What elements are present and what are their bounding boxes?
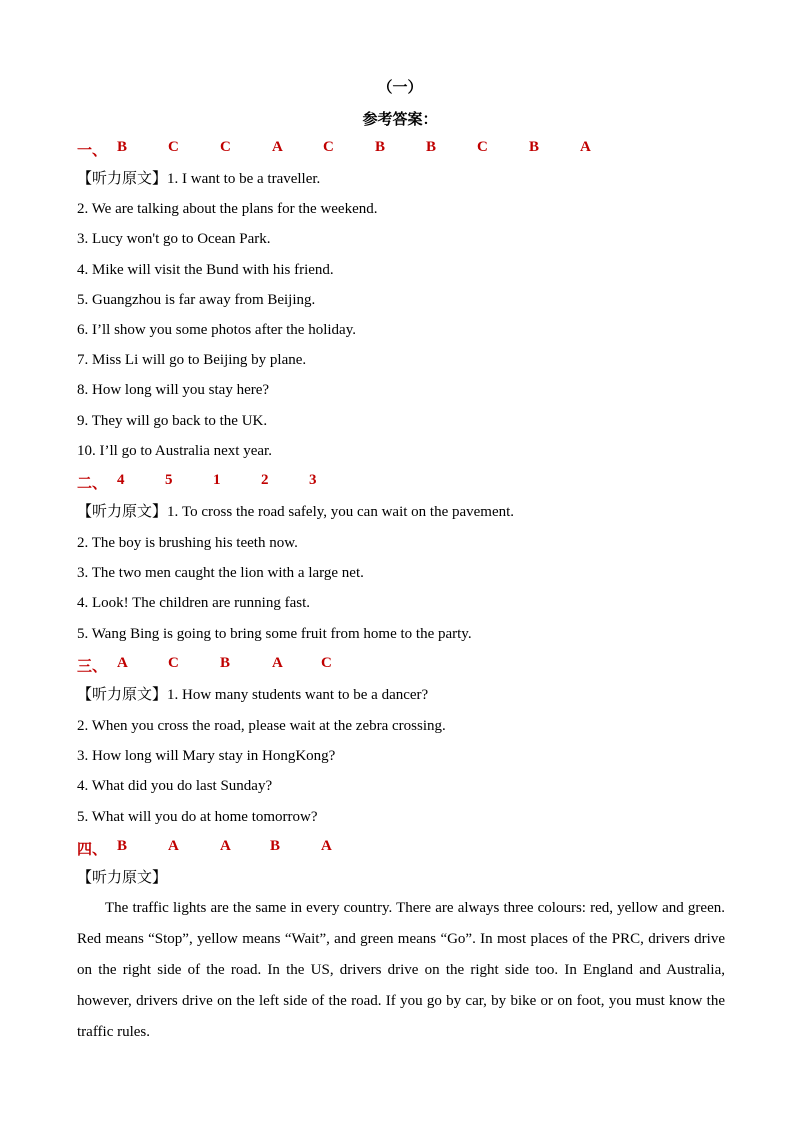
- transcript-line: 10. I’ll go to Australia next year.: [77, 443, 272, 459]
- section-2-answers: [77, 472, 317, 493]
- answer-item: B: [375, 139, 386, 155]
- answer-item: 3: [309, 472, 317, 488]
- answer-item: B: [220, 655, 231, 671]
- transcript-line: 4. Mike will visit the Bund with his friend.: [77, 262, 334, 278]
- transcript-line: 【听力原文】1. To cross the road safely, you can wait on the pavement.: [77, 504, 515, 520]
- transcript-label: 【听力原文】: [77, 171, 168, 187]
- transcript-line: 3. Lucy won't go to Ocean Park.: [77, 231, 271, 247]
- transcript-line: 6. I’ll show you some photos after the holiday.: [77, 322, 356, 338]
- section-number: 一、: [77, 143, 108, 159]
- answer-item: C: [168, 139, 179, 155]
- answer-item: C: [321, 655, 332, 671]
- answer-item: A: [117, 655, 128, 671]
- section-number: 二、: [77, 476, 108, 492]
- answer-item: C: [477, 139, 488, 155]
- transcript-line: 3. The two men caught the lion with a large net.: [77, 565, 364, 581]
- transcript-line: 3. How long will Mary stay in HongKong?: [77, 748, 336, 764]
- transcript-line: 5. What will you do at home tomorrow?: [77, 809, 318, 825]
- transcript-line: 2. The boy is brushing his teeth now.: [77, 535, 298, 551]
- transcript-line: 4. What did you do last Sunday?: [77, 778, 273, 794]
- transcript-line: 8. How long will you stay here?: [77, 382, 270, 398]
- transcript-line: 【听力原文】1. How many students want to be a dancer?: [77, 687, 429, 703]
- answer-item: A: [321, 838, 332, 854]
- answer-item: 4: [117, 472, 125, 488]
- section-number: 四、: [77, 842, 108, 858]
- transcript-line: 7. Miss Li will go to Beijing by plane.: [77, 352, 307, 368]
- transcript-label: 【听力原文】: [77, 870, 168, 886]
- transcript-paragraph: The traffic lights are the same in every country. There are always three colours: red, yellow and green. Red means “Stop”, yellow means “Wait”, and green means “Go”. In most places of the PRC, drivers drive on the right side of the road. In the US, drivers drive on the right side too. In England and Australia, however, drivers drive on the left side of the road. If you go by car, by bike or on foot, you must know the traffic rules.: [77, 900, 725, 1040]
- answer-item: C: [168, 655, 179, 671]
- answer-item: 2: [261, 472, 269, 488]
- answer-item: A: [580, 139, 591, 155]
- section-1-answers: [77, 139, 591, 160]
- transcript-line: 9. They will go back to the UK.: [77, 413, 268, 429]
- section-3-answers: [77, 655, 332, 676]
- section-number: 三、: [77, 659, 108, 675]
- answer-item: A: [168, 838, 179, 854]
- section-4-answers: [77, 838, 332, 859]
- answer-item: B: [117, 838, 128, 854]
- answer-item: C: [323, 139, 334, 155]
- answer-item: 5: [165, 472, 173, 488]
- transcript-line: 2. When you cross the road, please wait at the zebra crossing.: [77, 718, 446, 734]
- transcript-line: 2. We are talking about the plans for the weekend.: [77, 201, 378, 217]
- answer-item: A: [220, 838, 231, 854]
- answer-item: A: [272, 655, 283, 671]
- answer-item: C: [220, 139, 231, 155]
- part-heading: （一）: [377, 80, 423, 96]
- transcript-line: 5. Guangzhou is far away from Beijing.: [77, 292, 316, 308]
- answer-item: B: [270, 838, 281, 854]
- answer-item: 1: [213, 472, 221, 488]
- transcript-line: 【听力原文】1. I want to be a traveller.: [77, 171, 321, 187]
- transcript-label: 【听力原文】: [77, 687, 168, 703]
- transcript-line: 4. Look! The children are running fast.: [77, 595, 310, 611]
- answer-item: A: [272, 139, 283, 155]
- answer-item: B: [117, 139, 128, 155]
- answer-key-title: 参考答案：: [362, 112, 438, 128]
- transcript-label: 【听力原文】: [77, 504, 168, 520]
- answer-item: B: [529, 139, 540, 155]
- answer-item: B: [426, 139, 437, 155]
- transcript-line: 5. Wang Bing is going to bring some fruit from home to the party.: [77, 626, 472, 642]
